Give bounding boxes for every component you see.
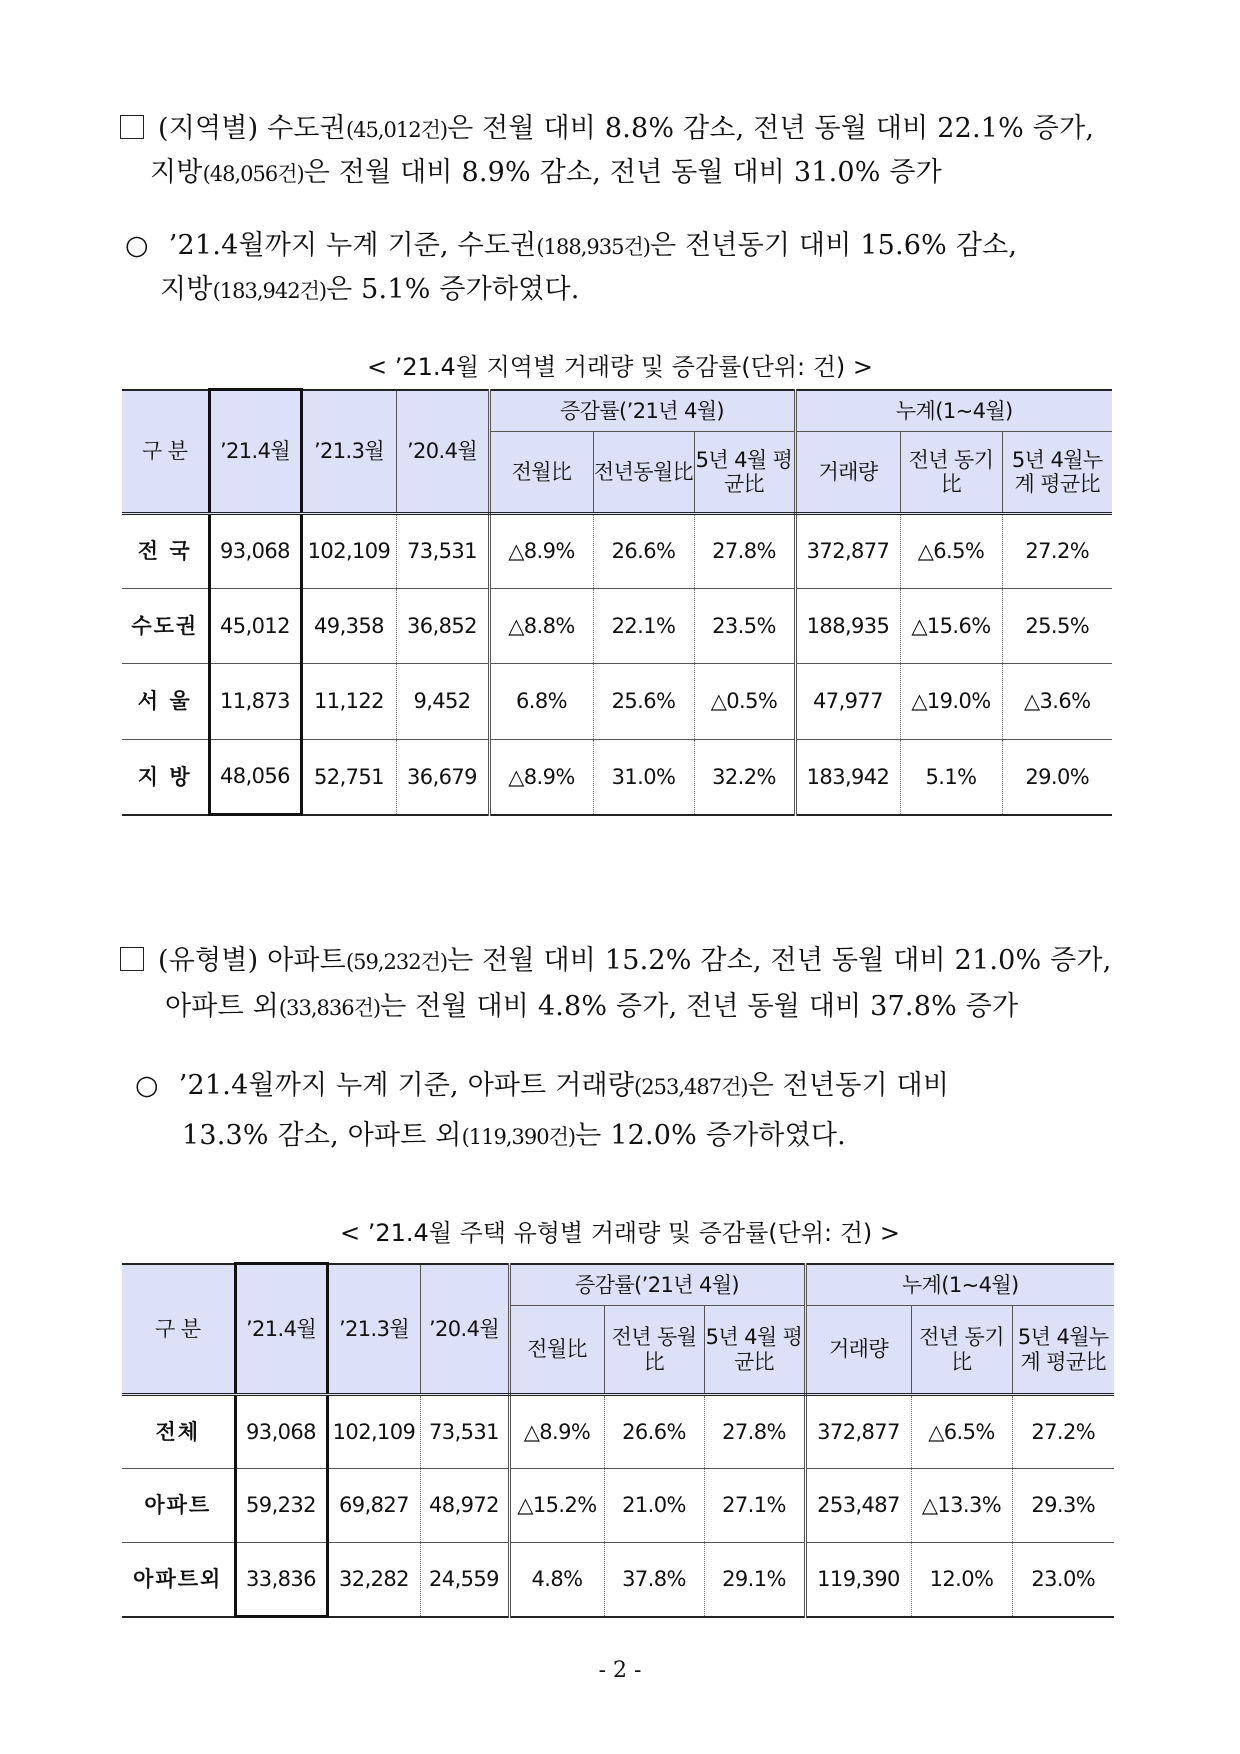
header-prev-year: ’20.4월: [420, 1264, 509, 1395]
section-regional-line2: 지방(48,056건)은 전월 대비 8.9% 감소, 전년 동월 대비 31.0% 증가: [150, 157, 942, 188]
housing-type-table: [122, 1262, 1114, 1618]
table-row: 서 울 11,873 11,122 9,452 6.8% 25.6% △0.5% 47,977 △19.0% △3.6%: [122, 664, 1112, 740]
subheader-cum-yoy: 전년 동기比: [900, 432, 1002, 514]
section-housing-line1: (유형별) 아파트(59,232건)는 전월 대비 15.2% 감소, 전년 동월 대비 21.0% 증가,: [120, 938, 1112, 977]
page-number: - 2 -: [598, 1658, 642, 1683]
subheader-volume: 거래량: [805, 1306, 911, 1395]
section-housing-subline1: ○ ’21.4월까지 누계 기준, 아파트 거래량(253,487건)은 전년동기 대비: [135, 1070, 950, 1101]
section-regional-subline2: 지방(183,942건)은 5.1% 증가하였다.: [160, 274, 580, 305]
subheader-yoy: 전년 동월比: [604, 1306, 704, 1395]
header-group-rate: 증감률(’21년 4월): [489, 390, 795, 432]
regional-table: [122, 388, 1112, 816]
subheader-volume: 거래량: [795, 432, 900, 514]
section-housing-subline2: 13.3% 감소, 아파트 외(119,390건)는 12.0% 증가하였다.: [182, 1120, 846, 1151]
section-regional-subline1: ○ ’21.4월까지 누계 기준, 수도권(188,935건)은 전년동기 대비 15.6% 감소,: [125, 230, 1018, 261]
subheader-5yr-avg: 5년 4월 평균比: [704, 1306, 805, 1395]
header-current-month: ’21.4월: [209, 390, 301, 514]
table2-caption: < ’21.4월 주택 유형별 거래량 및 증감률(단위: 건) >: [339, 1219, 901, 1247]
header-group-cumulative: 누계(1∼4월): [795, 390, 1112, 432]
header-prev-year: ’20.4월: [396, 390, 489, 514]
header-current-month: ’21.4월: [235, 1264, 327, 1395]
table-row: 전체 93,068 102,109 73,531 △8.9% 26.6% 27.8% 372,877 △6.5% 27.2%: [122, 1395, 1114, 1469]
circle-bullet-icon: ○: [125, 230, 149, 261]
header-group-cumulative: 누계(1∼4월): [805, 1264, 1114, 1306]
table-row: 아파트외 33,836 32,282 24,559 4.8% 37.8% 29.1% 119,390 12.0% 23.0%: [122, 1543, 1114, 1617]
subheader-cum-yoy: 전년 동기比: [911, 1306, 1012, 1395]
subheader-yoy: 전년동월比: [593, 432, 694, 514]
table-row: 아파트 59,232 69,827 48,972 △15.2% 21.0% 27.1% 253,487 △13.3% 29.3%: [122, 1469, 1114, 1543]
table-row: 지 방 48,056 52,751 36,679 △8.9% 31.0% 32.2% 183,942 5.1% 29.0%: [122, 740, 1112, 815]
header-prev-month: ’21.3월: [327, 1264, 420, 1395]
table-row: 전 국 93,068 102,109 73,531 △8.9% 26.6% 27.8% 372,877 △6.5% 27.2%: [122, 514, 1112, 589]
header-group-rate: 증감률(’21년 4월): [509, 1264, 805, 1306]
header-prev-month: ’21.3월: [301, 390, 396, 514]
table-row: 수도권 45,012 49,358 36,852 △8.8% 22.1% 23.5% 188,935 △15.6% 25.5%: [122, 589, 1112, 664]
table1-caption: < ’21.4월 지역별 거래량 및 증감률(단위: 건) >: [366, 353, 874, 381]
checkbox-square-icon: [120, 115, 144, 139]
subheader-mom: 전월比: [509, 1306, 604, 1395]
subheader-cum-5yr-avg: 5년 4월누계 평균比: [1002, 432, 1112, 514]
circle-bullet-icon: ○: [135, 1070, 159, 1101]
checkbox-square-icon: [120, 947, 144, 971]
header-category: 구 분: [122, 1264, 235, 1395]
section-regional-line1: (지역별) 수도권(45,012건)은 전월 대비 8.8% 감소, 전년 동월 대비 22.1% 증가,: [120, 106, 1094, 145]
subheader-mom: 전월比: [489, 432, 593, 514]
subheader-cum-5yr-avg: 5년 4월누계 평균比: [1012, 1306, 1114, 1395]
section-housing-line2: 아파트 외(33,836건)는 전월 대비 4.8% 증가, 전년 동월 대비 37.8% 증가: [165, 991, 1019, 1022]
subheader-5yr-avg: 5년 4월 평균比: [694, 432, 795, 514]
header-category: 구 분: [122, 390, 209, 514]
